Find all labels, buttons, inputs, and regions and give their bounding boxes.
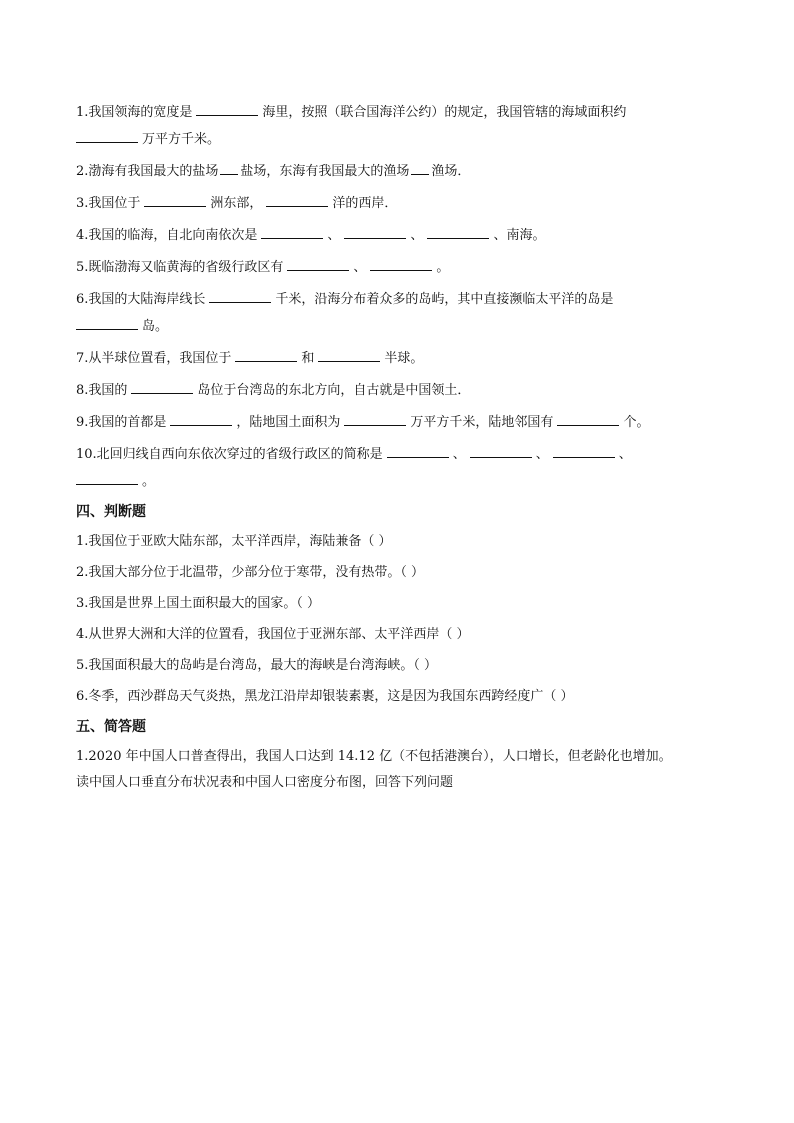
question-2 xyxy=(76,161,754,181)
question-text: 半球。 xyxy=(384,351,424,366)
question-9 xyxy=(76,412,754,432)
question-text: 渔场． xyxy=(431,164,471,179)
question-8 xyxy=(76,380,754,400)
question-1 xyxy=(76,102,754,122)
question-5 xyxy=(76,257,754,277)
question-text: 。 xyxy=(142,474,156,489)
question-text: 岛位于台湾岛的东北方向，自古就是中国领土． xyxy=(197,383,471,398)
question-text: 1.我国领海的宽度是 xyxy=(76,105,193,120)
question-text: 和 xyxy=(301,351,315,366)
question-text: 7.从半球位置看，我国位于 xyxy=(76,351,232,366)
question-7 xyxy=(76,348,754,368)
question-text: 。 xyxy=(436,260,450,275)
question-10-continued xyxy=(76,471,754,491)
question-text: 万平方千米，陆地邻国有 xyxy=(410,415,554,430)
judgment-item: 6.冬季，西沙群岛天气炎热，黑龙江沿岸却银装素裹，这是因为我国东西跨经度广（ ） xyxy=(76,689,574,704)
answer-blank[interactable] xyxy=(131,380,193,394)
question-text: 2.渤海有我国最大的盐场 xyxy=(76,164,219,179)
question-text: 、南海。 xyxy=(493,228,546,243)
answer-blank[interactable] xyxy=(196,102,258,116)
judgment-item: 4.从世界大洲和大洋的位置看，我国位于亚洲东部、太平洋西岸（ ） xyxy=(76,627,470,642)
answer-blank[interactable] xyxy=(209,289,271,303)
answer-blank[interactable] xyxy=(557,412,619,426)
short-answer-line: 读中国人口垂直分布状况表和中国人口密度分布图，回答下列问题 xyxy=(76,775,454,790)
answer-blank[interactable] xyxy=(427,225,489,239)
question-1-continued xyxy=(76,129,754,149)
question-3 xyxy=(76,193,754,213)
separator: 、 xyxy=(535,447,549,462)
question-text: 洋的西岸． xyxy=(332,196,398,211)
answer-blank[interactable] xyxy=(76,316,138,330)
answer-blank[interactable] xyxy=(144,193,206,207)
question-text: 千米，沿海分布着众多的岛屿，其中直接濒临太平洋的岛是 xyxy=(275,292,614,307)
answer-blank[interactable] xyxy=(344,412,406,426)
question-text: 岛。 xyxy=(142,319,169,334)
question-10 xyxy=(76,444,754,464)
question-text: ，陆地国土面积为 xyxy=(236,415,341,430)
question-text: 海里，按照（联合国海洋公约）的规定，我国管辖的海域面积约 xyxy=(262,105,627,120)
question-text: 洲东部， xyxy=(210,196,263,211)
question-6-continued xyxy=(76,316,754,336)
separator: 、 xyxy=(353,260,367,275)
question-text: 万平方千米。 xyxy=(142,132,221,147)
answer-blank[interactable] xyxy=(235,348,297,362)
question-4 xyxy=(76,225,754,245)
question-text: 盐场，东海有我国最大的渔场 xyxy=(240,164,410,179)
judgment-item: 5.我国面积最大的岛屿是台湾岛，最大的海峡是台湾海峡。（ ） xyxy=(76,658,438,673)
answer-blank[interactable] xyxy=(344,225,406,239)
answer-blank[interactable] xyxy=(318,348,380,362)
question-text: 4.我国的临海，自北向南依次是 xyxy=(76,228,258,243)
question-text: 10.北回归线自西向东依次穿过的省级行政区的简称是 xyxy=(76,447,383,462)
answer-blank[interactable] xyxy=(411,161,429,175)
separator: 、 xyxy=(618,447,632,462)
question-text: 5.既临渤海又临黄海的省级行政区有 xyxy=(76,260,284,275)
answer-blank[interactable] xyxy=(287,257,349,271)
section-heading: 五、简答题 xyxy=(76,719,146,735)
answer-blank[interactable] xyxy=(76,129,138,143)
answer-blank[interactable] xyxy=(170,412,232,426)
separator: 、 xyxy=(452,447,466,462)
judgment-item: 3.我国是世界上国土面积最大的国家。（ ） xyxy=(76,596,321,611)
answer-blank[interactable] xyxy=(261,225,323,239)
judgment-item: 2.我国大部分位于北温带，少部分位于寒带，没有热带。（ ） xyxy=(76,565,425,580)
answer-blank[interactable] xyxy=(470,444,532,458)
answer-blank[interactable] xyxy=(553,444,615,458)
answer-blank[interactable] xyxy=(220,161,238,175)
question-6 xyxy=(76,289,754,309)
separator: 、 xyxy=(410,228,424,243)
question-text: 6.我国的大陆海岸线长 xyxy=(76,292,206,307)
section-heading: 四、判断题 xyxy=(76,504,146,520)
judgment-item: 1.我国位于亚欧大陆东部，太平洋西岸，海陆兼备（ ） xyxy=(76,534,392,549)
question-text: 8.我国的 xyxy=(76,383,128,398)
answer-blank[interactable] xyxy=(387,444,449,458)
answer-blank[interactable] xyxy=(266,193,328,207)
question-text: 3.我国位于 xyxy=(76,196,141,211)
answer-blank[interactable] xyxy=(76,471,138,485)
short-answer-line: 1.2020 年中国人口普查得出，我国人口达到 14.12 亿（不包括港澳台），人口增长，但老龄化也增加。 xyxy=(76,749,672,764)
answer-blank[interactable] xyxy=(370,257,432,271)
separator: 、 xyxy=(327,228,341,243)
question-text: 个。 xyxy=(623,415,650,430)
question-text: 9.我国的首都是 xyxy=(76,415,167,430)
